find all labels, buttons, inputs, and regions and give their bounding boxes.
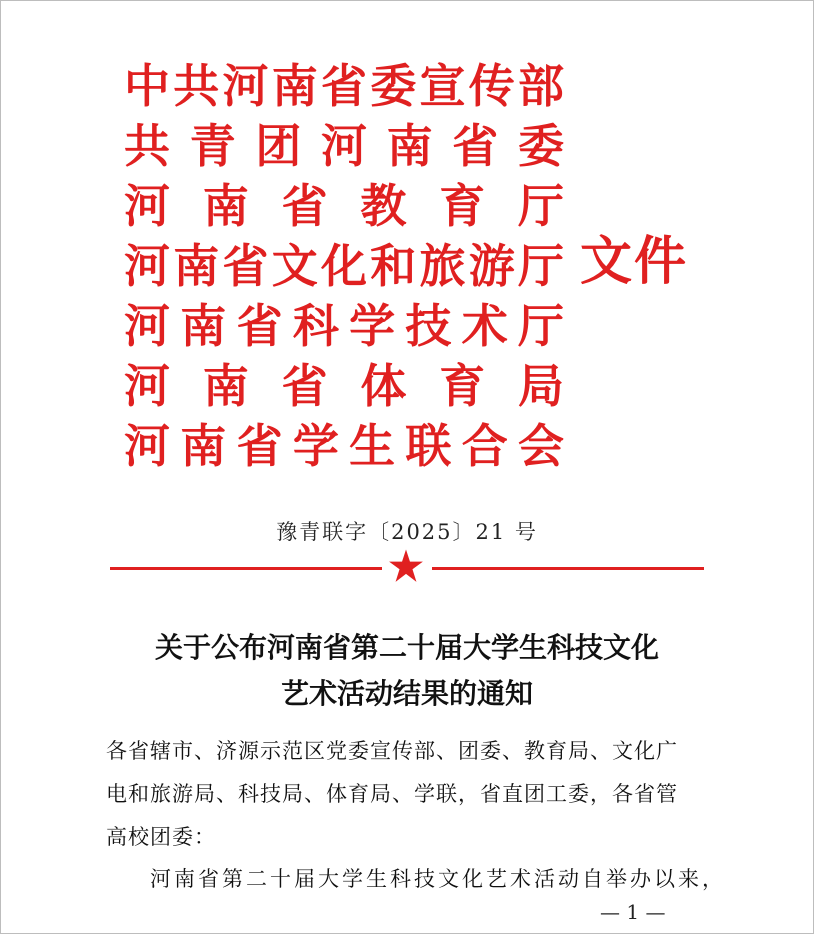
body-text-line: 河南省第二十届大学生科技文化艺术活动自举办以来，: [150, 867, 726, 891]
issuer-name: 河 南 省 体 育 局: [124, 359, 564, 413]
issuer-list: [124, 56, 564, 476]
notice-title-line-2: 艺术活动结果的通知: [280, 677, 533, 710]
issuer-name: 河 南 省 科 学 技 术 厅: [124, 299, 564, 353]
red-divider-right: [432, 567, 704, 570]
issuer-name: 河 南 省 学 生 联 合 会: [124, 419, 564, 473]
document-suffix: 文件: [580, 232, 689, 292]
notice-title-line-1: 关于公布河南省第二十届大学生科技文化: [154, 631, 659, 664]
document-number: 豫青联字〔2025〕21 号: [276, 520, 538, 544]
issuer-name: 共 青 团 河 南 省 委: [124, 119, 564, 173]
body-text-line: 电和旅游局、科技局、体育局、学联，省直团工委，各省管: [106, 782, 678, 806]
body-text-line: 各省辖市、济源示范区党委宣传部、团委、教育局、文化广: [106, 739, 678, 763]
issuer-name: 中 共 河 南 省 委 宣 传 部: [124, 59, 564, 113]
issuer-name: 河 南 省 教 育 厅: [124, 179, 564, 233]
issuer-name: 河 南 省 文 化 和 旅 游 厅: [124, 239, 564, 293]
star-icon: [388, 548, 424, 584]
page-number: — 1 —: [600, 900, 666, 924]
body-text-line: 高校团委：: [106, 825, 216, 849]
red-divider-left: [110, 567, 382, 570]
